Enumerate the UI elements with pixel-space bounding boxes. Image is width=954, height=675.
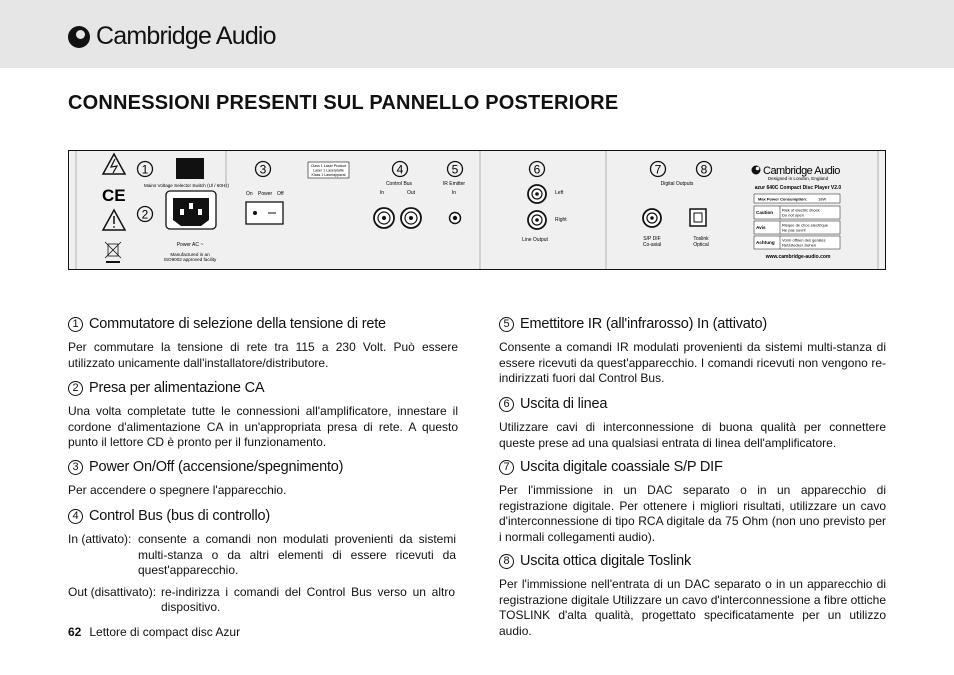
power-on-off-switch [246, 202, 283, 224]
caution-line-1: Risk of electric shock [782, 207, 820, 213]
line-output-label: Line Output [522, 237, 548, 243]
section-2 [68, 380, 458, 451]
coaxial-label: Co-axial [642, 242, 662, 248]
line-output-right-jack [528, 211, 546, 229]
section-title: Commutatore di selezione della tensione di rete [89, 316, 386, 332]
control-bus-out-row [68, 585, 458, 616]
section-title: Uscita di linea [520, 396, 608, 412]
digital-outputs-label: Digital Outputs [660, 181, 694, 187]
section-title: Uscita digitale coassiale S/P DIF [520, 459, 723, 475]
mains-voltage-switch [176, 158, 204, 179]
section-7 [499, 459, 886, 545]
laser-label-line-1: Class 1 Laser Product [310, 164, 347, 168]
page-header [0, 0, 954, 68]
section-number: 7 [499, 460, 514, 475]
section-text: Per l'immissione nell'entrata di un DAC separato o in un apparecchio di registrazione digitale Utilizzare un cavo d'interconnessione a fibre ottiche TOSLINK d'alta qualità, progettato specificatamente per un utilizzo audio. [499, 577, 886, 638]
footer-text: Lettore di compact disc Azur [89, 625, 241, 639]
line-output-right-label: Right [555, 217, 567, 223]
section-title: Presa per alimentazione CA [89, 380, 265, 396]
section-8 [499, 553, 886, 639]
avis-line-2: Ne pas ouvrir [782, 227, 806, 233]
control-bus-in-text: consente a comandi non modulati provenienti da sistemi multi-stanza o da altri elementi di essere ricevuti da quest'apparecchio. [138, 532, 456, 577]
control-bus-out-jack [401, 208, 421, 228]
achtung-line-2: Netzstecker ziehen [782, 242, 817, 248]
manufactured-line-1: Manufactured in an [170, 252, 210, 257]
section-title: Uscita ottica digitale Toslink [520, 553, 692, 569]
section-number: 3 [68, 460, 83, 475]
spdif-label: S/P DIF [643, 236, 661, 242]
small-brand-name: Cambridge Audio [763, 165, 840, 177]
section-title: Emettitore IR (all'infrarosso) In (attivato) [520, 316, 767, 332]
laser-label-line-2: Laser 1 Laserplatte [313, 168, 344, 173]
section-text: Per commutare la tensione di rete tra 115 a 230 Volt. Può essere utilizzato unicamente dall'installatore/distributore. [68, 340, 458, 370]
power-off-label: Off [277, 191, 284, 197]
section-3 [68, 459, 458, 499]
max-power-label: Max Power Consumption: [758, 196, 808, 202]
svg-text:2: 2 [141, 207, 149, 222]
achtung-line-1: Vorm offnen des gerates [782, 237, 826, 243]
line-output-left-label: Left [555, 190, 564, 196]
manufactured-line-2: ISO9002 approved facility [163, 257, 217, 262]
spdif-coaxial-jack [643, 209, 661, 227]
svg-text:7: 7 [654, 162, 662, 177]
section-title: Control Bus (bus di controllo) [89, 508, 270, 524]
control-bus-in-row [68, 532, 458, 579]
laser-label-line-3: Klass 1 Laserapparat [311, 173, 346, 177]
section-number: 4 [68, 509, 83, 524]
avis-label: Avis [756, 225, 766, 230]
toslink-label: Toslink [693, 236, 709, 242]
svg-text:6: 6 [533, 162, 541, 177]
section-title: Power On/Off (accensione/spegnimento) [89, 459, 344, 475]
section-number: 5 [499, 317, 514, 332]
control-bus-out-key: Out (disattivato): [68, 584, 157, 599]
section-text: Utilizzare cavi di interconnessione di buona qualità per connettere queste prese ad una qualsiasi entrata di linea dell'amplificatore. [499, 420, 886, 450]
ir-emitter-in-label: In [451, 190, 457, 196]
power-ac-socket [166, 191, 216, 229]
section-4 [68, 508, 458, 616]
caution-line-2: Do not open [782, 212, 804, 218]
avis-line-1: Risque de choc electrique [782, 222, 829, 228]
control-bus-out-text: re-indirizza i comandi del Control Bus verso un altro dispositivo. [161, 584, 455, 614]
power-on-label: On [246, 191, 253, 197]
section-text: Una volta completate tutte le connessioni all'amplificatore, innestare il cordone d'alimentazione CA in un'appropriata presa di rete. A questo punto il lettore CD è pronto per il funzionamento. [68, 404, 458, 449]
page-number: 62 [68, 625, 82, 639]
ir-emitter-label: IR Emitter [442, 181, 466, 187]
page-footer [68, 625, 240, 639]
section-number: 1 [68, 317, 83, 332]
section-text: Per l'immissione in un DAC separato o in un apparecchio di registrazione digitale. Per ottenere i migliori risultati, utilizzare un cavo d'interconnessione di tipo RCA digitale da 75 Ohm (non uno previsto per i normali collegamenti audio). [499, 483, 886, 544]
page-title: CONNESSIONI PRESENTI SUL PANNELLO POSTERIORE [68, 92, 619, 114]
section-number: 8 [499, 554, 514, 569]
section-5 [499, 316, 886, 387]
caution-label: Caution [756, 210, 774, 215]
power-label: Power [258, 191, 273, 197]
model-label: azur 640C Compact Disc Player V2.0 [754, 185, 842, 191]
svg-text:8: 8 [700, 162, 708, 177]
section-1 [68, 316, 458, 371]
control-bus-out-label: Out [406, 190, 416, 196]
brand-logo [68, 22, 276, 51]
optical-label: Optical [693, 242, 709, 248]
section-text: Per accendere o spegnere l'apparecchio. [68, 483, 287, 497]
control-bus-label: Control Bus [385, 181, 413, 187]
rear-panel-diagram [68, 150, 886, 270]
ir-emitter-jack [450, 213, 461, 224]
max-power-value: 18W [818, 196, 827, 202]
cambridge-audio-logo-icon [68, 26, 90, 48]
toslink-optical-port [690, 209, 706, 226]
svg-text:3: 3 [259, 162, 267, 177]
website-url: www.cambridge-audio.com [765, 254, 831, 260]
svg-text:5: 5 [451, 162, 459, 177]
brand-name: Cambridge Audio [96, 22, 276, 50]
designed-in-label: Designed in London, England [767, 176, 829, 181]
svg-text:4: 4 [396, 162, 404, 177]
section-number: 6 [499, 397, 514, 412]
line-output-left-jack [528, 185, 546, 203]
svg-text:1: 1 [141, 162, 149, 177]
mains-voltage-label: Mains Voltage Selector Switch (Ul / 60Hz) [144, 183, 230, 188]
section-6 [499, 396, 886, 451]
section-text: Consente a comandi IR modulati provenienti da sistemi multi-stanza di essere ricevuti da quest'apparecchio. I comandi ricevuti non vengono re-indirizzati fuori dal Control Bus. [499, 340, 886, 385]
ce-mark-icon: CE [102, 186, 126, 205]
control-bus-in-jack [374, 208, 394, 228]
power-ac-label: Power AC ~ [176, 242, 204, 248]
control-bus-in-label: In [379, 190, 385, 196]
achtung-label: Achtung [756, 240, 775, 245]
control-bus-in-key: In (attivato): [68, 532, 132, 546]
section-number: 2 [68, 381, 83, 396]
